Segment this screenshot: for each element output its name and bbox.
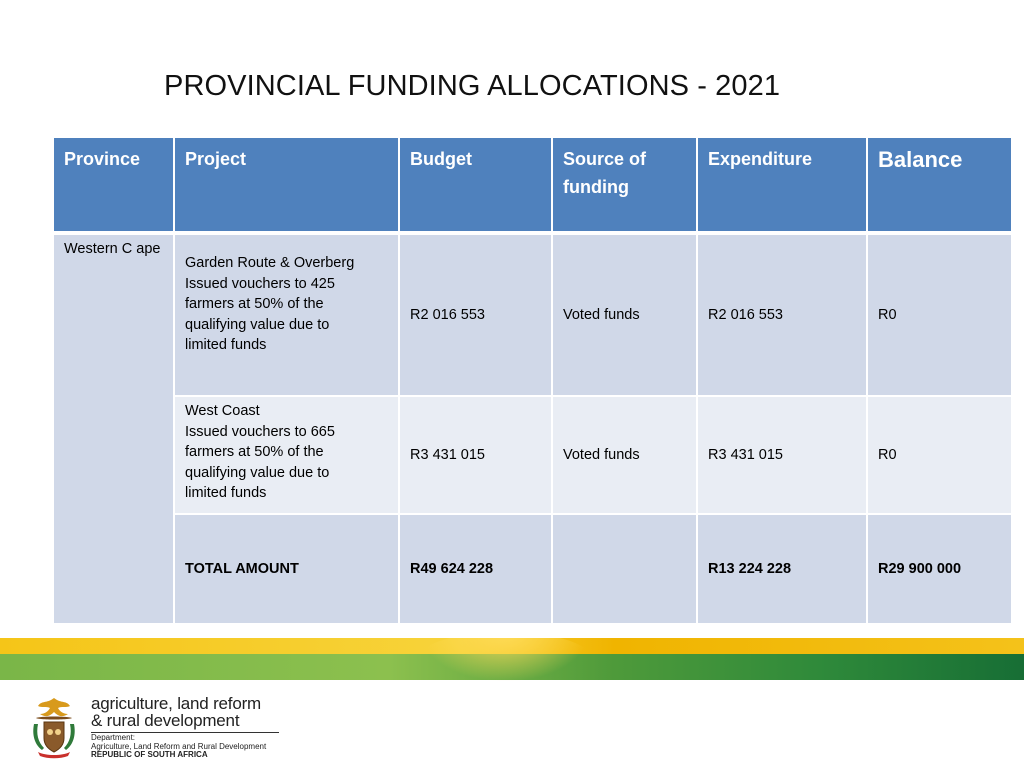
- balance-cell: R0: [867, 233, 1012, 396]
- balance-cell: R0: [867, 396, 1012, 514]
- page-title: PROVINCIAL FUNDING ALLOCATIONS - 2021: [164, 70, 781, 102]
- source-cell: Voted funds: [552, 233, 697, 396]
- total-row: [53, 514, 1012, 624]
- budget-cell: R3 431 015: [399, 396, 552, 514]
- footer-color-band: [0, 638, 1024, 682]
- header-source-of-funding: Source of funding: [552, 137, 697, 233]
- expenditure-cell: R2 016 553: [697, 233, 867, 396]
- table-header-row: [53, 137, 1012, 233]
- budget-cell: R2 016 553: [399, 233, 552, 396]
- province-cell: Western C ape: [53, 233, 174, 624]
- source-cell: Voted funds: [552, 396, 697, 514]
- project-name: Garden Route & Overberg: [185, 255, 355, 271]
- project-desc-line: farmers at 50% of the: [185, 296, 324, 312]
- project-cell: [174, 396, 399, 514]
- header-balance: Balance: [867, 137, 1012, 233]
- brand-line-2: & rural development: [91, 711, 240, 730]
- total-label: TOTAL AMOUNT: [174, 514, 399, 624]
- sun-glow: [420, 638, 590, 682]
- project-name: West Coast: [185, 403, 260, 419]
- brand-line-1: agriculture, land reform: [91, 694, 261, 713]
- header-project: Project: [174, 137, 399, 233]
- project-desc-line: farmers at 50% of the: [185, 444, 324, 460]
- coat-of-arms-icon: [28, 694, 80, 760]
- department-logo: [28, 694, 288, 764]
- table-row: [53, 233, 1012, 396]
- header-budget: Budget: [399, 137, 552, 233]
- dept-name: Agriculture, Land Reform and Rural Development: [91, 742, 267, 751]
- header-province: Province: [53, 137, 174, 233]
- total-source: [552, 514, 697, 624]
- project-desc-line: Issued vouchers to 665: [185, 423, 335, 440]
- table-row: [53, 396, 1012, 514]
- expenditure-cell: R3 431 015: [697, 396, 867, 514]
- project-cell: [174, 233, 399, 396]
- total-budget: R49 624 228: [399, 514, 552, 624]
- project-desc-line: qualifying value due to: [185, 316, 330, 333]
- project-desc-line: qualifying value due to: [185, 464, 330, 481]
- project-desc-line: limited funds: [185, 485, 267, 501]
- country-name: REPUBLIC OF SOUTH AFRICA: [91, 750, 208, 759]
- total-expenditure: R13 224 228: [697, 514, 867, 624]
- project-desc-line: limited funds: [185, 337, 267, 353]
- project-desc-line: Issued vouchers to 425: [185, 275, 335, 292]
- header-expenditure: Expenditure: [697, 137, 867, 233]
- dept-label: Department:: [91, 733, 136, 742]
- total-balance: R29 900 000: [867, 514, 1012, 624]
- funding-table: [52, 136, 1013, 625]
